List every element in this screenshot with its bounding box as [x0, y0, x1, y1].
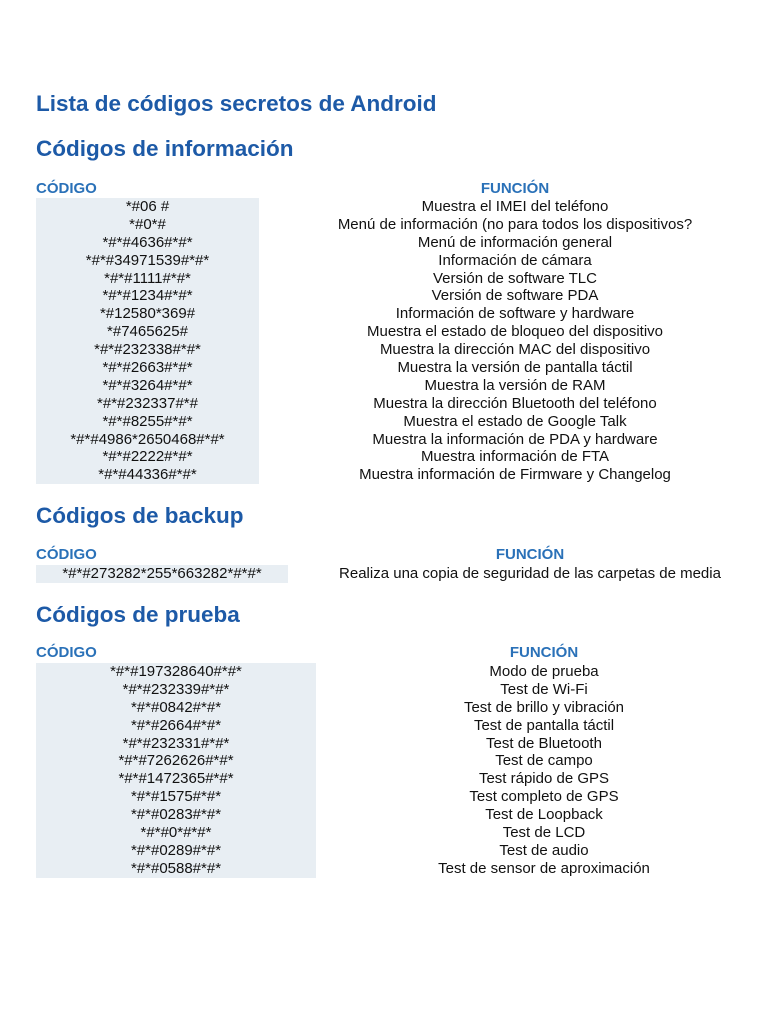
code-cell: *#*#1234#*#*	[102, 287, 193, 305]
table-row	[36, 305, 768, 323]
code-cell: *#*#232338#*#*	[94, 341, 201, 359]
code-cell: *#12580*369#	[99, 305, 196, 323]
column-header-code: CÓDIGO	[36, 546, 97, 563]
table-row	[36, 395, 768, 413]
code-cell: *#*#1472365#*#*	[118, 770, 234, 788]
code-cell: *#*#0*#*#*	[140, 824, 212, 842]
function-cell: Muestra el estado de Google Talk	[403, 412, 627, 430]
function-cell: Información de software y hardware	[395, 305, 635, 323]
code-cell: *#*#7262626#*#*	[118, 752, 234, 770]
codes-table	[36, 565, 768, 583]
section-heading: Códigos de información	[36, 136, 294, 161]
codes-table	[36, 663, 768, 878]
table-row	[36, 735, 768, 753]
code-cell: *#*#273282*255*663282*#*#*	[62, 565, 262, 582]
table-row	[36, 663, 768, 681]
function-cell: Test completo de GPS	[469, 788, 619, 806]
code-cell: *#*#34971539#*#*	[85, 251, 210, 269]
function-cell: Test de Loopback	[485, 806, 603, 824]
function-cell: Test rápido de GPS	[478, 770, 610, 788]
function-cell: Muestra la información de PDA y hardware	[372, 430, 658, 448]
table-header	[36, 644, 768, 662]
table-row	[36, 565, 768, 583]
function-cell: Modo de prueba	[489, 663, 599, 680]
table-row	[36, 234, 768, 252]
table-header	[36, 546, 768, 564]
table-row	[36, 824, 768, 842]
code-cell: *#06 #	[125, 198, 170, 215]
table-header	[36, 180, 768, 198]
table-row	[36, 752, 768, 770]
codes-table	[36, 198, 768, 484]
function-cell: Muestra la versión de pantalla táctil	[397, 359, 633, 377]
section-heading: Códigos de prueba	[36, 602, 240, 627]
table-row	[36, 359, 768, 377]
function-cell: Test de brillo y vibración	[463, 698, 625, 716]
column-header-function: FUNCIÓN	[495, 546, 565, 563]
table-row	[36, 699, 768, 717]
function-cell: Muestra el estado de bloqueo del dispositivo	[366, 323, 664, 341]
table-row	[36, 860, 768, 878]
function-cell: Test de Wi-Fi	[500, 680, 588, 698]
function-cell: Muestra la versión de RAM	[424, 376, 606, 394]
table-row	[36, 717, 768, 735]
code-cell: *#*#44336#*#*	[98, 466, 197, 484]
code-cell: *#*#2222#*#*	[102, 448, 193, 466]
column-header-function: FUNCIÓN	[480, 180, 550, 197]
code-cell: *#*#232337#*#	[97, 394, 198, 412]
code-cell: *#*#4636#*#*	[102, 233, 193, 251]
function-cell: Versión de software TLC	[433, 269, 597, 287]
function-cell: Test de audio	[499, 841, 589, 859]
code-cell: *#7465625#	[107, 323, 188, 341]
table-row	[36, 842, 768, 860]
table-row	[36, 216, 768, 234]
function-cell: Muestra el IMEI del teléfono	[421, 198, 609, 215]
function-cell: Test de sensor de aproximación	[438, 859, 650, 877]
function-cell: Información de cámara	[438, 251, 592, 269]
function-cell: Menú de información (no para todos los dispositivos?	[337, 215, 693, 233]
table-row	[36, 377, 768, 395]
function-cell: Muestra información de FTA	[420, 448, 610, 466]
code-cell: *#*#1575#*#*	[130, 788, 222, 806]
code-cell: *#*#197328640#*#*	[110, 663, 242, 680]
code-cell: *#0*#	[129, 215, 166, 233]
function-cell: Test de Bluetooth	[486, 734, 602, 752]
code-cell: *#*#0842#*#*	[130, 698, 222, 716]
table-row	[36, 770, 768, 788]
table-row	[36, 198, 768, 216]
table-row	[36, 323, 768, 341]
table-row	[36, 270, 768, 288]
section-heading: Códigos de backup	[36, 503, 244, 528]
column-header-code: CÓDIGO	[36, 180, 97, 197]
code-cell: *#*#0588#*#*	[130, 859, 222, 877]
code-cell: *#*#232331#*#*	[122, 734, 230, 752]
column-header-function: FUNCIÓN	[509, 644, 579, 661]
function-cell: Realiza una copia de seguridad de las carpetas de media	[339, 565, 721, 582]
column-header-code: CÓDIGO	[36, 644, 97, 661]
code-cell: *#*#2663#*#*	[102, 359, 193, 377]
table-row	[36, 341, 768, 359]
document-title: Lista de códigos secretos de Android	[36, 91, 437, 116]
function-cell: Test de campo	[495, 752, 593, 770]
table-row	[36, 681, 768, 699]
code-cell: *#*#2664#*#*	[130, 716, 222, 734]
function-cell: Muestra la dirección MAC del dispositivo	[379, 341, 651, 359]
table-row	[36, 287, 768, 305]
table-row	[36, 413, 768, 431]
code-cell: *#*#0283#*#*	[130, 806, 222, 824]
function-cell: Test de LCD	[502, 824, 586, 842]
table-row	[36, 466, 768, 484]
code-cell: *#*#0289#*#*	[130, 841, 222, 859]
function-cell: Test de pantalla táctil	[473, 716, 615, 734]
function-cell: Muestra la dirección Bluetooth del teléfono	[373, 394, 657, 412]
function-cell: Muestra información de Firmware y Changelog	[359, 466, 671, 484]
code-cell: *#*#3264#*#*	[102, 376, 193, 394]
function-cell: Versión de software PDA	[431, 287, 599, 305]
table-row	[36, 252, 768, 270]
code-cell: *#*#232339#*#*	[122, 680, 230, 698]
code-cell: *#*#8255#*#*	[102, 412, 193, 430]
code-cell: *#*#4986*2650468#*#*	[70, 430, 225, 448]
table-row	[36, 448, 768, 466]
table-row	[36, 431, 768, 449]
function-cell: Menú de información general	[417, 233, 613, 251]
table-row	[36, 806, 768, 824]
code-cell: *#*#1111#*#*	[104, 269, 191, 287]
table-row	[36, 788, 768, 806]
